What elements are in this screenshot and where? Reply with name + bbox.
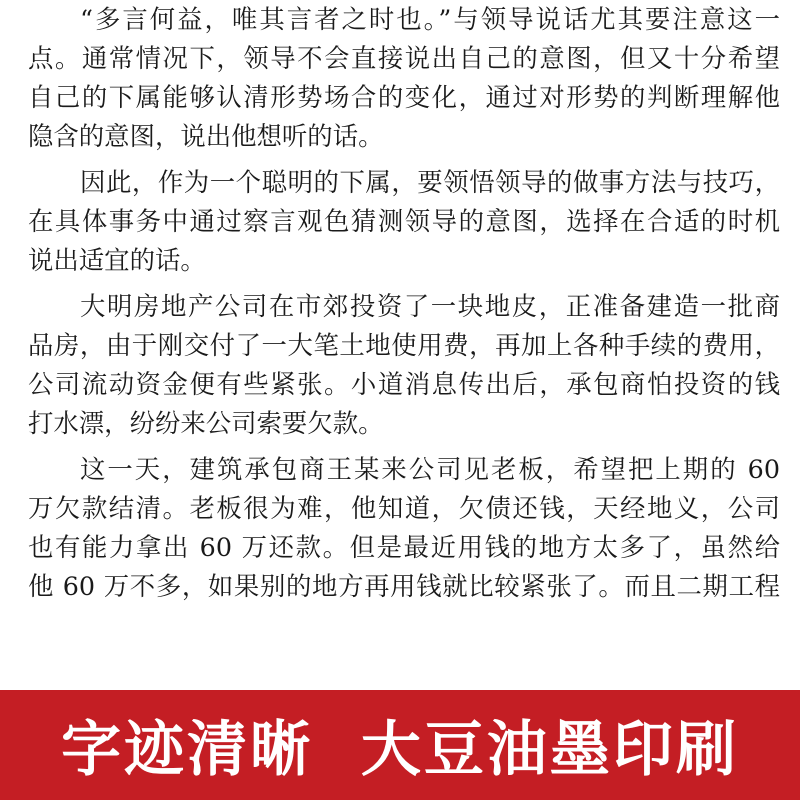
text-line: 说出适宜的话。 <box>28 245 206 275</box>
book-page-text <box>28 0 780 705</box>
text-line: 公司流动资金便有些紧张。小道消息传出后，承包商怕投资的钱 <box>28 369 780 399</box>
text-line: 点。通常情况下，领导不会直接说出自己的意图，但又十分希望 <box>28 43 780 73</box>
text-line: 这一天，建筑承包商王某来公司见老板，希望把上期的 60 <box>80 454 780 484</box>
text-line: 大明房地产公司在市郊投资了一块地皮，正准备建造一批商 <box>80 291 780 321</box>
text-line: “多言何益，唯其言者之时也。”与领导说话尤其要注意这一 <box>80 4 780 34</box>
text-line: 在具体事务中通过察言观色猜测领导的意图，选择在合适的时机 <box>28 206 780 236</box>
paragraph-gap <box>28 280 780 287</box>
paragraph-gap <box>28 443 780 450</box>
banner-text: 字迹清晰 大豆油墨印刷 <box>61 715 739 785</box>
text-line: 打水漂，纷纷来公司索要欠款。 <box>28 408 384 438</box>
text-line: 因此，作为一个聪明的下属，要领悟领导的做事方法与技巧， <box>80 167 780 197</box>
text-line: 万欠款结清。老板很为难，他知道，欠债还钱，天经地义，公司 <box>28 493 780 523</box>
text-line: 自己的下属能够认清形势场合的变化，通过对形势的判断理解他 <box>28 82 780 112</box>
text-line: 品房，由于刚交付了一大笔土地使用费，再加上各种手续的费用， <box>28 330 780 360</box>
text-line: 也有能力拿出 60 万还款。但是最近用钱的地方太多了，虽然给 <box>28 532 780 562</box>
text-line: 隐含的意图，说出他想听的话。 <box>28 121 384 151</box>
text-line: 他 60 万不多，如果别的地方再用钱就比较紧张了。而且二期工程 <box>28 571 780 601</box>
promo-banner <box>0 690 800 800</box>
paragraph-gap <box>28 156 780 163</box>
